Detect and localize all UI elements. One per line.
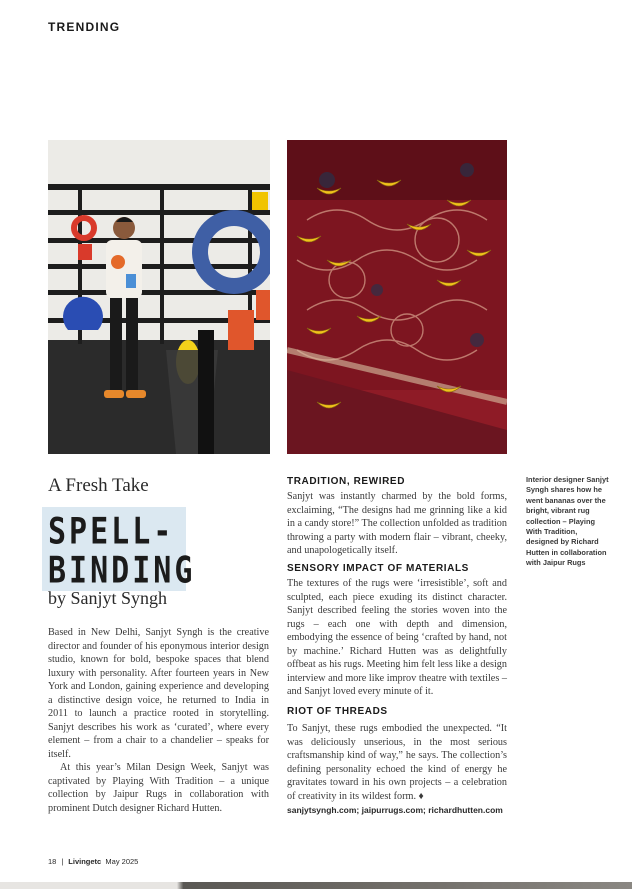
magazine-brand: Livingetc: [68, 857, 102, 866]
designer-photo: [48, 140, 270, 454]
section-text-sensory: The textures of the rugs were ‘irresistible’, soft and sculpted, each piece exuding its distinct character. Sanjyt described feeling the stories woven into the rugs – each one with depth and dimension, embodying the essence of being ‘crafted by hand, not by machine.’ Richard Hutten was as delightfully offbeat as his rugs. Meeting him felt less like a design interview and more like improv theatre with textiles – and Sanjyt loved every minute of it.: [287, 578, 507, 697]
article-kicker: A Fresh Take: [48, 475, 149, 496]
section-heading-sensory: SENSORY IMPACT OF MATERIALS: [287, 563, 469, 574]
byline: by Sanjyt Syngh: [48, 588, 168, 608]
page-footer: [48, 857, 138, 866]
section-text-tradition: Sanjyt was instantly charmed by the bold forms, exclaiming, “The designs had me grinning like a kid in a candy store!” The collection unfolded as tradition throwing a party with modern flair – vibrant, cheeky, and unapologetically itself.: [287, 491, 507, 556]
intro-paragraph-1: Based in New Delhi, Sanjyt Syngh is the creative director and founder of his eponymous interior design studio, known for bold, bespoke spaces that blend luxury with personality. After fourteen years in New York and London, gaining experience and developing a distinctive design voice, he returned to India in 2011 to launch a practice rooted in storytelling. Sanjyt describes his work as ‘curated’, where every element – from a chair to a chandelier – speaks for itself.: [48, 627, 269, 760]
page-number: 18: [48, 857, 57, 866]
headline-line-2: BINDING: [48, 549, 196, 593]
footer-separator: |: [61, 857, 64, 866]
intro-body: [48, 626, 269, 815]
rug-photo-illustration: [287, 140, 507, 454]
scan-edge-strip: [0, 882, 632, 889]
section-label: TRENDING: [48, 20, 121, 34]
issue-date: May 2025: [105, 857, 139, 866]
section-heading-tradition: TRADITION, REWIRED: [287, 476, 406, 487]
section-text-riot: To Sanjyt, these rugs embodied the unexpected. “It was deliciously unserious, in the most serious craftsmanship kind of way,” he says. The collection’s defining personality echoed the kind of energy he gravitates toward in his own projects – a celebration of creativity in its wildest form. ♦: [287, 723, 507, 802]
intro-paragraph-2: At this year’s Milan Design Week, Sanjyt was captivated by Playing With Tradition – a unique collection by Jaipur Rugs in collaboration with prominent Dutch designer Richard Hutten.: [48, 762, 269, 814]
designer-photo-illustration: [48, 140, 270, 454]
section-heading-riot: RIOT OF THREADS: [287, 706, 388, 717]
headline-line-1: SPELL-: [48, 510, 175, 554]
rug-photo: [287, 140, 507, 454]
photo-caption: Interior designer Sanjyt Syngh shares how he went bananas over the bright, vibrant rug collection – Playing With Tradition, designed by Richard Hutten in collaboration with Jaipur Rugs: [526, 475, 609, 568]
website-links[interactable]: sanjytsyngh.com; jaipurrugs.com; richardhutten.com: [287, 805, 503, 815]
